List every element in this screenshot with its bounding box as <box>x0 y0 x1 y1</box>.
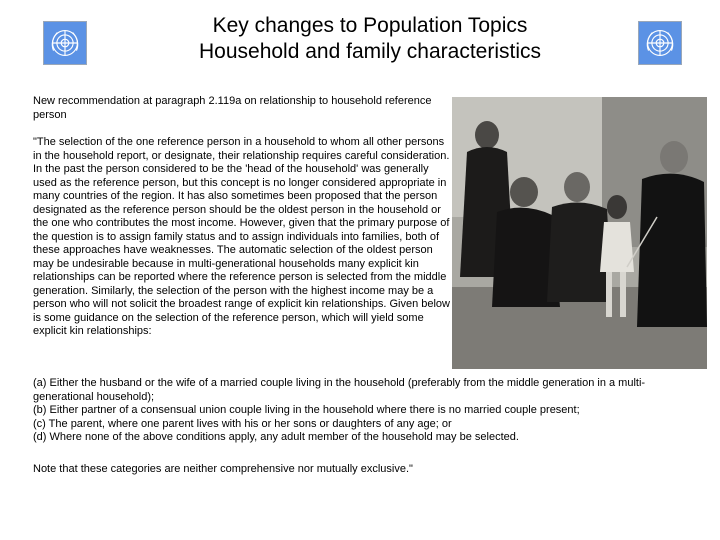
title-line-2: Household and family characteristics <box>199 40 541 63</box>
title-line-1: Key changes to Population Topics <box>212 14 528 37</box>
list-item: (a) Either the husband or the wife of a married couple living in the household (preferably from the middle generation in a multi-generational household); <box>33 377 646 403</box>
list-item: (d) Where none of the above conditions apply, any adult member of the household may be selected. <box>33 431 519 444</box>
list-item: (b) Either partner of a consensual union couple living in the household where there is no married couple present; <box>33 404 580 417</box>
guidance-list <box>33 377 693 445</box>
un-emblem-icon <box>638 21 682 65</box>
page-title <box>110 13 630 65</box>
un-emblem-icon <box>43 21 87 65</box>
list-item: (c) The parent, where one parent lives with his or her sons or daughters of any age; or <box>33 417 452 430</box>
photo-women-and-child <box>452 97 707 369</box>
quote-paragraph: "The selection of the one reference person in a household to whom all other persons in the household report, or designate, their relationship requires careful consideration. In the past the person considered to be the 'head of the household' was generally used as the reference person, but this concept is no longer considered appropriate in many countries of the region. It has also sometimes been proposed that the person designated as the reference person should be the oldest person in the household or the one who contributes the most income. However, given that the primary purpose of the question is to assign family status and to assign individuals into families, both of these approaches have weaknesses. The automatic selection of the oldest person may be undesirable because in multi-generational households many explicit kin relationships can be reported where the reference person is selected from the middle generation. Similarly, the selection of the person with the highest income may be a person who will not solicit the broadest range of explicit kin relationships. Given below is some guidance on the selection of the reference person, which will yield some explicit kin relationships: <box>33 136 450 337</box>
intro-text: New recommendation at paragraph 2.119a on relationship to household reference person <box>33 95 432 121</box>
closing-note: Note that these categories are neither comprehensive nor mutually exclusive." <box>33 463 413 475</box>
